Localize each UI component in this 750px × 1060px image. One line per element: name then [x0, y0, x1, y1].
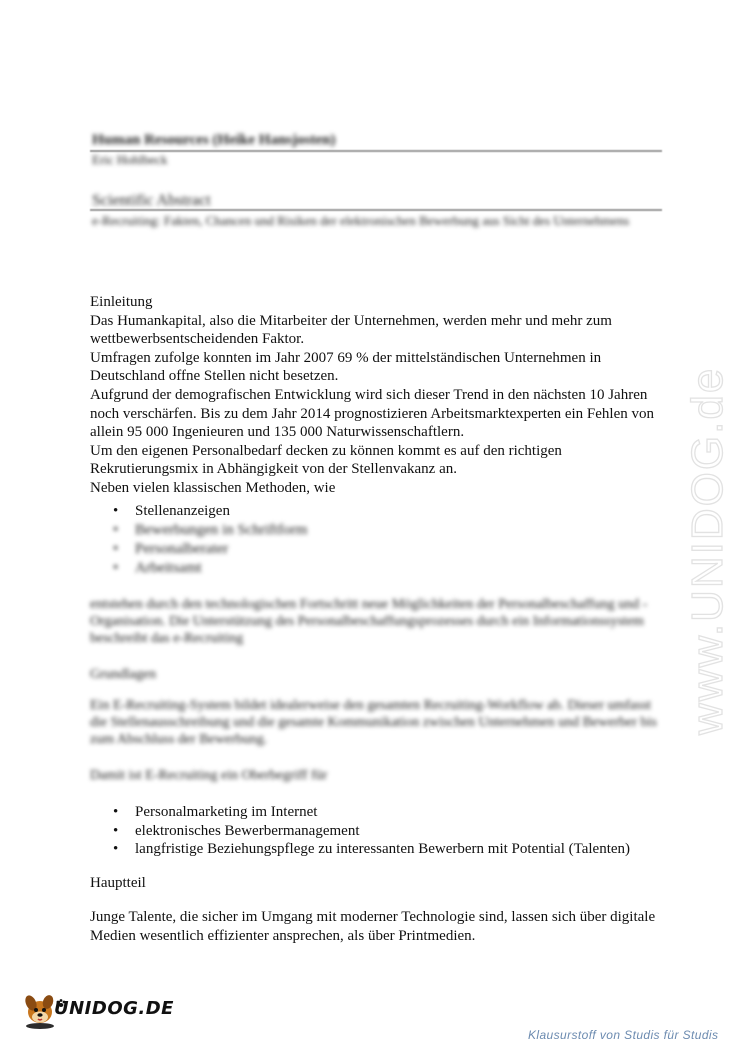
- blurred-paragraph: Ein E-Recruiting-System bildet idealerweise den gesamten Recruiting-Workflow ab. Dieser umfasst die Stellenausschreibung und die gesamte Kommunikation zwischen Unternehmen und Bewerber bis zum Abschluss der Bewerbung.: [90, 698, 657, 747]
- list-item: • Arbeitsamt: [90, 559, 307, 578]
- list-item: • langfristige Beziehungspflege zu interessanten Bewerbern mit Potential (Talenten): [90, 840, 630, 859]
- intro-paragraph: Umfragen zufolge konnten im Jahr 2007 69 % der mittelständischen Unternehmen in Deutschland offne Stellen nicht besetzen.: [90, 349, 602, 385]
- blurred-paragraph: entstehen durch den technologischen Fortschritt neue Möglichkeiten der Personalbeschaffung und -Organisation. Die Unterstützung des Personalbeschaffungsprozesses durch ein Informationssystem beschreibt das e-Recruiting: [90, 597, 648, 646]
- intro-paragraph: Um den eigenen Personalbedarf decken zu können kommt es auf den richtigen Rekrutierungsmix in Abhängigkeit von der Stellenvakanz an.: [90, 442, 562, 478]
- list-item: • elektronisches Bewerbermanagement: [90, 822, 630, 841]
- logo-text: UNIDOG.DE: [54, 998, 174, 1019]
- intro-paragraph: Neben vielen klassischen Methoden, wie: [90, 479, 336, 496]
- methods-list: [90, 502, 307, 578]
- main-heading: Hauptteil: [90, 875, 146, 891]
- watermark: [660, 270, 750, 740]
- document-title: Human Resources (Heike Hansjosten): [92, 132, 336, 148]
- intro-section: [90, 293, 665, 498]
- abstract-subtitle: e-Recruiting: Fakten, Chancen und Risiken der elektronischen Bewerbung aus Sicht des Unternehmens: [92, 213, 630, 228]
- list-item: • Personalmarketing im Internet: [90, 803, 630, 822]
- basics-heading: Grundlagen: [90, 667, 157, 682]
- list-item: • Bewerbungen in Schriftform: [90, 521, 307, 540]
- intro-paragraph: Aufgrund der demografischen Entwicklung wird sich dieser Trend in den nächsten 10 Jahren noch verschärfen. Bis zu dem Jahr 2014 prognostizieren Arbeitsmarktexperten ein Fehlen von allein 95 000 Ingenieuren und 135 000 Naturwissenschaftlern.: [90, 386, 655, 441]
- watermark-graphic: [660, 270, 750, 740]
- abstract-rule: [90, 209, 662, 211]
- erecruiting-list: [90, 803, 630, 859]
- intro-heading: Einleitung: [90, 294, 153, 310]
- footer-tagline: Klausurstoff von Studis für Studis: [528, 1028, 719, 1042]
- title-rule: [90, 150, 662, 152]
- list-item: • Personalberater: [90, 540, 307, 559]
- blurred-paragraph: Damit ist E-Recruiting ein Oberbegriff für: [90, 768, 328, 783]
- dog-mascot-icon: [23, 994, 55, 1029]
- main-paragraph: Junge Talente, die sicher im Umgang mit moderner Technologie sind, lassen sich über digitale Medien wesentlich effizienter ansprechen, als über Printmedien.: [90, 909, 656, 944]
- abstract-heading: Scientific Abstract: [92, 192, 211, 209]
- list-item: • Stellenanzeigen: [90, 502, 307, 521]
- watermark-text: www.UNIDOG.de: [683, 366, 732, 735]
- intro-paragraph: Das Humankapital, also die Mitarbeiter der Unternehmen, werden mehr und mehr zum wettbewerbsentscheidenden Faktor.: [90, 312, 612, 348]
- document-author: Eric Hohlbeck: [92, 152, 168, 167]
